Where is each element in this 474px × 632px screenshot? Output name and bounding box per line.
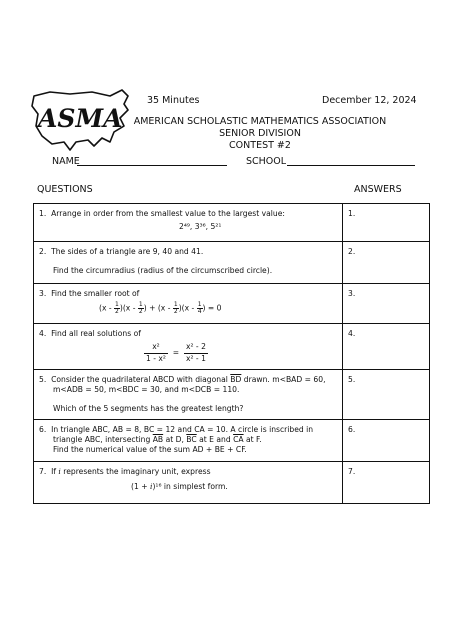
answer-5[interactable]: 5.	[343, 370, 430, 420]
questions-header: QUESTIONS	[37, 184, 93, 195]
question-row-4	[34, 324, 430, 370]
name-line[interactable]	[77, 155, 227, 166]
contest: CONTEST #2	[229, 140, 291, 151]
question-row-1	[34, 204, 430, 242]
name-label: NAME	[52, 156, 80, 167]
school-line[interactable]	[287, 155, 415, 166]
answer-6[interactable]: 6.	[343, 419, 430, 461]
school-label: SCHOOL	[246, 156, 287, 167]
duration: 35 Minutes	[147, 95, 200, 106]
question-6: 6. In triangle ABC, AB = 8, BC = 12 and CA = 10. A circle is inscribed in triangle ABC, intersecting $\overline{AB}$ at D, $\overline{BC}$ at E and $\overline{CA}$ at F. Find the numerical value of the sum AD + BE + CF.	[34, 419, 343, 461]
question-3: 3. Find the smaller root of (x - $\frac{1}{2}$ )(x - $\frac{1}{2}$ ) + (x - $\frac{1}{2}$ )(x - $\frac{1}{4}$ ) = 0	[34, 284, 343, 324]
answer-2[interactable]: 2.	[343, 242, 430, 284]
answer-7[interactable]: 7.	[343, 461, 430, 503]
logo-text: ASMA	[38, 104, 123, 133]
question-3-math: (x - $\frac{1}{2}$ )(x - $\frac{1}{2}$ ) + (x - $\frac{1}{2}$ )(x - $\frac{1}{4}$ ) = 0	[99, 301, 222, 316]
answers-header: ANSWERS	[354, 184, 402, 195]
question-row-3	[34, 284, 430, 324]
answer-4[interactable]: 4.	[343, 324, 430, 370]
question-row-6	[34, 419, 430, 461]
question-row-7	[34, 461, 430, 503]
question-7-math: (1 + i)¹⁶ in simplest form.	[131, 481, 228, 491]
questions-table	[33, 203, 430, 504]
answer-1[interactable]: 1.	[343, 204, 430, 242]
question-row-2	[34, 242, 430, 284]
question-5: 5. Consider the quadrilateral ABCD with diagonal $\overline{BD}$ drawn. m<BAD = 60, m<ADB = 50, m<BDC = 30, and m<DCB = 110. Which of the 5 segments has the greatest length?	[34, 370, 343, 420]
division: SENIOR DIVISION	[219, 128, 301, 139]
question-row-5	[34, 370, 430, 420]
question-1-math: 2⁴⁹, 3³⁶, 5²¹	[179, 222, 222, 232]
question-4: 4. Find all real solutions of $\frac{\text{x²}}{\text{1 - x²}}$ = $\frac{\text{x² - 2}}{\text{x² - 1}}$	[34, 324, 343, 370]
question-2: 2. The sides of a triangle are 9, 40 and 41. Find the circumradius (radius of the circumscribed circle).	[34, 242, 343, 284]
date: December 12, 2024	[322, 95, 417, 106]
org-name: AMERICAN SCHOLASTIC MATHEMATICS ASSOCIATION	[133, 116, 387, 127]
answer-3[interactable]: 3.	[343, 284, 430, 324]
question-4-math: $\frac{\text{x²}}{\text{1 - x²}}$ = $\frac{\text{x² - 2}}{\text{x² - 1}}$	[146, 342, 206, 363]
question-1: 1. Arrange in order from the smallest value to the largest value: 2⁴⁹, 3³⁶, 5²¹	[34, 204, 343, 242]
question-7: 7. If i represents the imaginary unit, express (1 + i)¹⁶ in simplest form.	[34, 461, 343, 503]
